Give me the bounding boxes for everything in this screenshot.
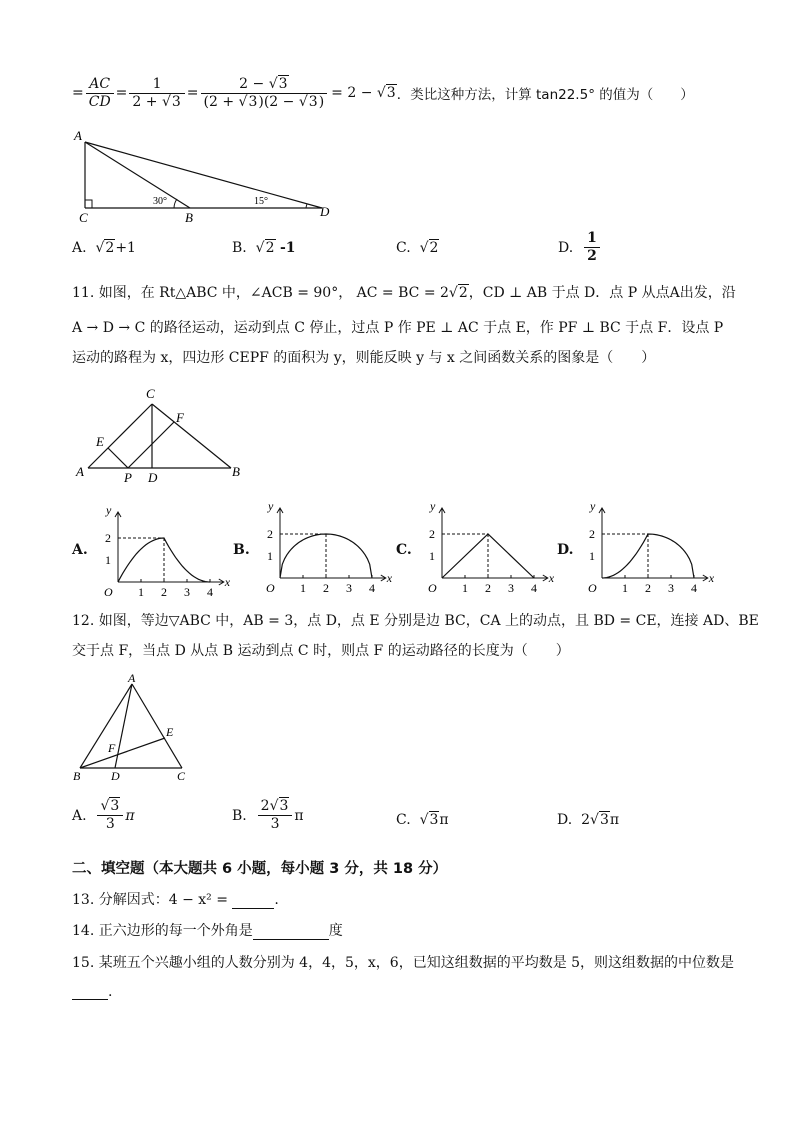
- axis-label-y: y: [430, 500, 436, 513]
- num-text: 2 −: [239, 75, 269, 92]
- section-title: 二、填空题（本大题共 6 小题，每小题 3 分，共 18 分）: [72, 861, 448, 877]
- y-tick-label: 2: [589, 527, 595, 541]
- frac-den: 3: [270, 816, 280, 832]
- coef: 2: [260, 798, 270, 814]
- q13: [72, 889, 279, 909]
- option-fraction: [97, 798, 123, 833]
- option-fraction: [584, 230, 600, 265]
- option-tail: -1: [279, 240, 296, 256]
- label-c: C: [146, 386, 155, 401]
- q11-graph-b[interactable]: [252, 500, 392, 596]
- frac-num: 1: [584, 230, 600, 248]
- x-tick-label: 1: [462, 581, 468, 595]
- origin-label: O: [428, 581, 437, 595]
- radicand: 3: [171, 93, 181, 110]
- formula-tail: ．类比这种方法，计算 tan22.5° 的值为（ ）: [396, 87, 694, 103]
- segment-ac: [132, 684, 182, 768]
- answer-blank[interactable]: [72, 985, 108, 1000]
- x-tick-label: 1: [622, 581, 628, 595]
- formula-eq2: =: [115, 85, 128, 101]
- formula-eq3: =: [186, 85, 199, 101]
- segment-be: [80, 738, 165, 768]
- option-label: C.: [396, 812, 411, 828]
- frac-den: 2 + √3: [132, 93, 181, 110]
- radicand: 2: [265, 240, 275, 256]
- segment-bc: [152, 404, 231, 468]
- radicand: 3: [429, 812, 439, 828]
- q14-end: 度: [328, 923, 343, 939]
- formula-eq1: =: [72, 85, 84, 101]
- den-text: 2 +: [132, 93, 162, 110]
- option-label: D.: [557, 812, 573, 828]
- frac-num: 1: [129, 76, 184, 94]
- figure-q10-triangle: [70, 124, 340, 224]
- label-d: D: [148, 470, 158, 485]
- radicand: 3: [278, 75, 288, 92]
- y-tick-label: 2: [267, 527, 273, 541]
- q10-option-c[interactable]: C. √2: [396, 240, 439, 256]
- x-tick-label: 3: [184, 585, 190, 599]
- frac-num: 2√3: [258, 798, 293, 816]
- axis-label-x: x: [548, 571, 554, 585]
- radicand: 3: [279, 798, 289, 814]
- frac-den: CD: [88, 93, 111, 110]
- q13-end: .: [274, 892, 279, 908]
- q11-graph-a[interactable]: [90, 504, 230, 600]
- option-label: A.: [72, 807, 87, 824]
- x-tick-label: 4: [691, 581, 697, 595]
- frac-num: 2 − √3: [201, 76, 328, 94]
- label-angle-15: 15°: [254, 196, 268, 207]
- segment-pe: [108, 448, 128, 468]
- q10-option-a[interactable]: A. √2+1: [72, 240, 136, 256]
- x-tick-label: 4: [207, 585, 213, 599]
- y-tick-label: 1: [105, 553, 111, 567]
- option-tail: +1: [115, 240, 136, 256]
- figure-q12-equilateral: [70, 672, 200, 784]
- radicand: 3: [599, 812, 609, 828]
- q11-graph-c[interactable]: [414, 500, 554, 596]
- option-label: C.: [396, 240, 411, 256]
- q10-option-d[interactable]: [558, 230, 602, 265]
- option-label: D.: [558, 239, 574, 256]
- axis-label-x: x: [224, 575, 230, 589]
- frac-den: 2: [587, 248, 597, 264]
- segment-ab: [85, 142, 190, 208]
- x-tick-label: 2: [161, 585, 167, 599]
- q12-line-1: 12. 如图，等边▽ABC 中，AB = 3，点 D，点 E 分别是边 BC，CA 上的动点，且 BD = CE，连接 AD、BE: [72, 613, 759, 629]
- q11-graph-d[interactable]: [574, 500, 714, 596]
- x-tick-label: 3: [508, 581, 514, 595]
- x-tick-label: 2: [323, 581, 329, 595]
- pi: π: [609, 812, 620, 828]
- answer-blank[interactable]: [232, 894, 274, 909]
- q11-line-2: A → D → C 的路径运动，运动到点 C 停止，过点 P 作 PE ⊥ AC 于点 E，作 PF ⊥ BC 于点 F．设点 P: [72, 320, 724, 336]
- option-label: B.: [232, 240, 247, 256]
- q11-text-b: ，CD ⊥ AB 于点 D．点 P 从点A出发，沿: [468, 285, 736, 301]
- radicand: 3: [308, 93, 318, 110]
- label-c: C: [79, 210, 88, 224]
- q11-graph-label-d[interactable]: D.: [557, 542, 574, 558]
- y-tick-label: 1: [267, 549, 273, 563]
- q11-line-1: 11. 如图，在 Rt△ABC 中，∠ACB = 90°， AC = BC = 2√2，CD ⊥ AB 于点 D．点 P 从点A出发，沿: [72, 285, 736, 301]
- formula-frac-ac-cd: [86, 76, 114, 111]
- frac-num: √3: [97, 798, 123, 816]
- x-tick-label: 2: [645, 581, 651, 595]
- segment-pf: [128, 422, 174, 468]
- q11-graph-label-b[interactable]: B.: [233, 542, 250, 558]
- frac-den: (2 + √3)(2 − √3): [203, 93, 325, 110]
- option-label: B.: [232, 807, 247, 824]
- angle-arc-d: [306, 204, 307, 208]
- right-angle-mark: [85, 200, 92, 208]
- q12-option-a[interactable]: [72, 798, 135, 833]
- formula-result: = 2 − √3: [331, 85, 396, 101]
- radicand: 3: [248, 93, 258, 110]
- origin-label: O: [588, 581, 597, 595]
- y-tick-label: 2: [429, 527, 435, 541]
- q13-text: 13. 分解因式：4 − x² =: [72, 892, 233, 908]
- axis-label-x: x: [708, 571, 714, 585]
- top-formula: [72, 70, 694, 116]
- label-e: E: [96, 434, 104, 449]
- label-p: P: [124, 470, 132, 485]
- figure-q11-triangle: [72, 384, 252, 488]
- q15-line-2: [72, 984, 112, 1000]
- label-a: A: [74, 128, 82, 143]
- angle-arc-b: [174, 199, 177, 208]
- axis-label-y: y: [268, 500, 274, 513]
- radicand: 2: [105, 240, 115, 256]
- q14: [72, 920, 343, 940]
- q15-line-1: 15. 某班五个兴趣小组的人数分别为 4，4，5，x，6，已知这组数据的平均数是 5，则这组数据的中位数是: [72, 955, 735, 971]
- x-tick-label: 2: [485, 581, 491, 595]
- label-a: A: [128, 672, 136, 685]
- result-text: = 2 −: [331, 85, 377, 101]
- x-tick-label: 1: [300, 581, 306, 595]
- frac-den: 3: [105, 816, 115, 832]
- label-b: B: [185, 210, 193, 224]
- den-mid: )(2 −: [258, 93, 299, 110]
- x-tick-label: 1: [138, 585, 144, 599]
- segment-ab: [80, 684, 132, 768]
- q12-option-b[interactable]: [232, 798, 304, 833]
- den-end: ): [318, 93, 325, 110]
- y-tick-label: 1: [429, 549, 435, 563]
- coef: 2: [581, 812, 591, 828]
- axis-label-y: y: [106, 504, 112, 517]
- label-c: C: [177, 769, 186, 783]
- pi: π: [294, 807, 304, 824]
- den-a: (2 +: [203, 93, 239, 110]
- label-e: E: [166, 725, 174, 739]
- x-tick-label: 3: [668, 581, 674, 595]
- q10-option-b[interactable]: B. √2 -1: [232, 240, 296, 256]
- answer-blank[interactable]: [253, 925, 329, 940]
- x-tick-label: 4: [531, 581, 537, 595]
- pi: π: [439, 812, 449, 828]
- option-label: A.: [72, 240, 87, 256]
- q11-graph-label-c[interactable]: C.: [396, 542, 412, 558]
- segment-ad: [85, 142, 322, 208]
- q11-graph-label-a[interactable]: A.: [72, 542, 88, 558]
- label-angle-30: 30°: [153, 196, 167, 207]
- x-tick-label: 4: [369, 581, 375, 595]
- q14-text: 14. 正六边形的每一个外角是: [72, 923, 253, 939]
- label-f: F: [108, 741, 116, 755]
- q15-end: .: [108, 984, 113, 1000]
- label-b: B: [232, 464, 240, 479]
- label-f: F: [176, 410, 184, 425]
- formula-frac-1: [129, 76, 184, 111]
- frac-num: AC: [86, 76, 114, 94]
- pi: π: [125, 807, 135, 824]
- q11-line-3: 运动的路程为 x，四边形 CEPF 的面积为 y，则能反映 y 与 x 之间函数关系的图象是（ ）: [72, 350, 656, 366]
- y-tick-label: 1: [589, 549, 595, 563]
- origin-label: O: [104, 585, 113, 599]
- q12-option-d[interactable]: D. 2√3π: [557, 812, 620, 828]
- label-b: B: [73, 769, 81, 783]
- radicand: 2: [429, 240, 439, 256]
- label-d: D: [320, 204, 330, 219]
- q12-line-2: 交于点 F，当点 D 从点 B 运动到点 C 时，则点 F 的运动路径的长度为（ ）: [72, 643, 570, 659]
- formula-frac-rationalize: [201, 76, 328, 111]
- x-tick-label: 3: [346, 581, 352, 595]
- q11-text-a: 11. 如图，在 Rt△ABC 中，∠ACB = 90°， AC = BC = 2: [72, 285, 449, 301]
- radicand: 3: [110, 798, 120, 814]
- option-fraction: [258, 798, 293, 833]
- origin-label: O: [266, 581, 275, 595]
- q12-option-c[interactable]: C. √3π: [396, 812, 449, 828]
- label-d: D: [111, 769, 120, 783]
- y-tick-label: 2: [105, 531, 111, 545]
- axis-label-x: x: [386, 571, 392, 585]
- axis-label-y: y: [590, 500, 596, 513]
- radicand: 3: [386, 85, 396, 101]
- radicand: 2: [458, 285, 468, 301]
- label-a: A: [76, 464, 84, 479]
